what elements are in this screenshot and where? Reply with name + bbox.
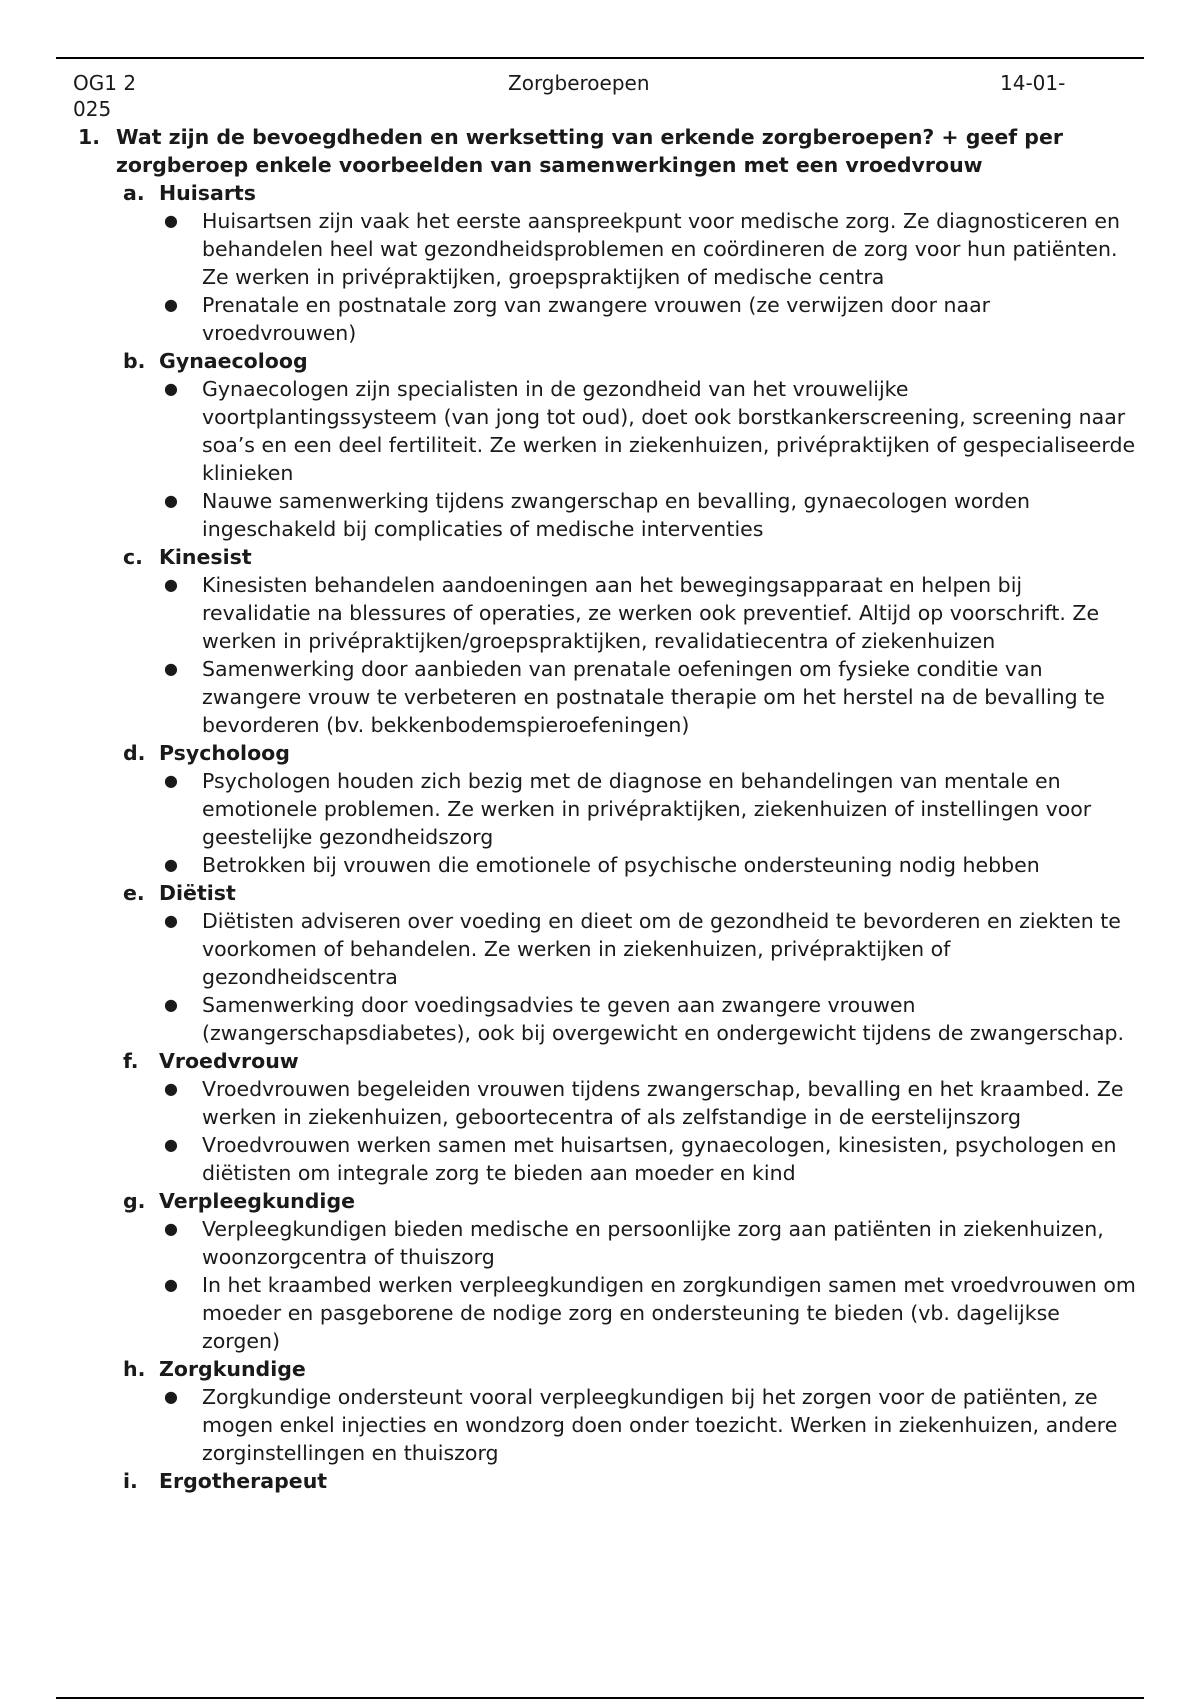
section-list — [78, 179, 1138, 1495]
header-date: 14-01- — [1000, 71, 1066, 95]
question-number: 1. — [78, 125, 101, 149]
section-letter: f. — [123, 1049, 139, 1073]
section-title: Diëtist — [159, 881, 236, 905]
bullet-dot-icon: ● — [164, 1275, 178, 1294]
list-item-text: Psychologen houden zich bezig met de diagnose en behandelingen van mentale en emotionele problemen. Ze werken in privépraktijken, ziekenhuizen of instellingen voor geestelijke gezondheidszorg — [202, 769, 1092, 849]
list-item-text: Nauwe samenwerking tijdens zwangerschap en bevalling, gynaecologen worden ingeschakeld bij complicaties of medische interventies — [202, 489, 1030, 541]
page-header — [73, 70, 1083, 122]
bullet-dot-icon: ● — [164, 491, 178, 510]
list-item-text: Vroedvrouwen begeleiden vrouwen tijdens zwangerschap, bevalling en het kraambed. Ze werken in ziekenhuizen, geboortecentra of als zelfstandige in de eerstelijnszorg — [202, 1077, 1124, 1129]
list-item — [78, 767, 1138, 851]
header-course-year: OG1 2025 — [73, 71, 137, 121]
list-item-text: Prenatale en postnatale zorg van zwangere vrouwen (ze verwijzen door naar vroedvrouwen) — [202, 293, 991, 345]
section-title: Ergotherapeut — [159, 1469, 328, 1493]
list-item — [78, 655, 1138, 739]
list-item — [78, 1131, 1138, 1187]
section-heading — [78, 1047, 1138, 1075]
list-item-text: Verpleegkundigen bieden medische en persoonlijke zorg aan patiënten in ziekenhuizen, woonzorgcentra of thuiszorg — [202, 1217, 1104, 1269]
list-item-text: Diëtisten adviseren over voeding en dieet om de gezondheid te bevorderen en ziekten te voorkomen of behandelen. Ze werken in ziekenhuizen, privépraktijken of gezondheidscentra — [202, 909, 1121, 989]
bottom-rule — [56, 1697, 1144, 1699]
section-letter: h. — [123, 1357, 146, 1381]
section-letter: i. — [123, 1469, 138, 1493]
section-heading — [78, 543, 1138, 571]
list-item-text: Huisartsen zijn vaak het eerste aanspreekpunt voor medische zorg. Ze diagnosticeren en behandelen heel wat gezondheidsproblemen en coördineren de zorg voor hun patiënten. Ze werken in privépraktijken, groepspraktijken of medische centra — [202, 209, 1120, 289]
section-title: Huisarts — [159, 181, 256, 205]
bullet-dot-icon: ● — [164, 855, 178, 874]
bullet-dot-icon: ● — [164, 659, 178, 678]
list-item — [78, 851, 1138, 879]
section-title: Gynaecoloog — [159, 349, 308, 373]
list-item — [78, 375, 1138, 487]
section-title: Vroedvrouw — [159, 1049, 299, 1073]
list-item-text: Kinesisten behandelen aandoeningen aan het bewegingsapparaat en helpen bij revalidatie na blessures of operaties, ze werken ook preventief. Altijd op voorschrift. Ze werken in privépraktijken/groepspraktijken, revalidatiecentra of ziekenhuizen — [202, 573, 1100, 653]
list-item — [78, 1383, 1138, 1467]
section-letter: b. — [123, 349, 146, 373]
section-letter: g. — [123, 1189, 146, 1213]
list-item-text: Gynaecologen zijn specialisten in de gezondheid van het vrouwelijke voortplantingssysteem (van jong tot oud), doet ook borstkankerscreening, screening naar soa’s en een deel fertiliteit. Ze werken in ziekenhuizen, privépraktijken of gespecialiseerde klinieken — [202, 377, 1136, 485]
section-letter: d. — [123, 741, 146, 765]
list-item-text: Samenwerking door voedingsadvies te geven aan zwangere vrouwen (zwangerschapsdiabetes), ook bij overgewicht en ondergewicht tijdens de zwangerschap. — [202, 993, 1125, 1045]
section-title: Kinesist — [159, 545, 252, 569]
list-item-text: Samenwerking door aanbieden van prenatale oefeningen om fysieke conditie van zwangere vrouw te verbeteren en postnatale therapie om het herstel na de bevalling te bevorderen (bv. bekkenbodemspieroefeningen) — [202, 657, 1105, 737]
section-letter: e. — [123, 881, 145, 905]
section-letter: c. — [123, 545, 143, 569]
list-item — [78, 1075, 1138, 1131]
bullet-dot-icon: ● — [164, 911, 178, 930]
section-heading — [78, 347, 1138, 375]
bullet-dot-icon: ● — [164, 575, 178, 594]
list-item-text: Vroedvrouwen werken samen met huisartsen, gynaecologen, kinesisten, psychologen en diëtisten om integrale zorg te bieden aan moeder en kind — [202, 1133, 1117, 1185]
list-item — [78, 207, 1138, 291]
bullet-dot-icon: ● — [164, 211, 178, 230]
section-heading — [78, 879, 1138, 907]
section-heading — [78, 1187, 1138, 1215]
section-heading — [78, 1467, 1138, 1495]
section-letter: a. — [123, 181, 145, 205]
list-item — [78, 571, 1138, 655]
bullet-dot-icon: ● — [164, 1079, 178, 1098]
list-item-text: Betrokken bij vrouwen die emotionele of psychische ondersteuning nodig hebben — [202, 853, 1040, 877]
list-item-text: In het kraambed werken verpleegkundigen en zorgkundigen samen met vroedvrouwen om moeder en pasgeborene de nodige zorg en ondersteuning te bieden (vb. dagelijkse zorgen) — [202, 1273, 1136, 1353]
list-item — [78, 487, 1138, 543]
document-body — [78, 123, 1138, 1495]
list-item — [78, 907, 1138, 991]
list-item — [78, 291, 1138, 347]
bullet-dot-icon: ● — [164, 1387, 178, 1406]
section-heading — [78, 1355, 1138, 1383]
section-heading — [78, 179, 1138, 207]
bullet-dot-icon: ● — [164, 1219, 178, 1238]
list-item — [78, 991, 1138, 1047]
header-title: Zorgberoepen — [508, 71, 650, 95]
bullet-dot-icon: ● — [164, 379, 178, 398]
bullet-dot-icon: ● — [164, 295, 178, 314]
bullet-dot-icon: ● — [164, 1135, 178, 1154]
bullet-dot-icon: ● — [164, 771, 178, 790]
bullet-dot-icon: ● — [164, 995, 178, 1014]
question — [78, 123, 1138, 179]
list-item — [78, 1271, 1138, 1355]
section-title: Psycholoog — [159, 741, 290, 765]
section-heading — [78, 739, 1138, 767]
list-item — [78, 1215, 1138, 1271]
section-title: Zorgkundige — [159, 1357, 306, 1381]
top-rule — [56, 57, 1144, 59]
question-text: Wat zijn de bevoegdheden en werksetting van erkende zorgberoepen? + geef per zorgberoep enkele voorbeelden van samenwerkingen met een vroedvrouw — [116, 125, 1063, 177]
list-item-text: Zorgkundige ondersteunt vooral verpleegkundigen bij het zorgen voor de patiënten, ze mogen enkel injecties en wondzorg doen onder toezicht. Werken in ziekenhuizen, andere zorginstellingen en thuiszorg — [202, 1385, 1118, 1465]
section-title: Verpleegkundige — [159, 1189, 356, 1213]
